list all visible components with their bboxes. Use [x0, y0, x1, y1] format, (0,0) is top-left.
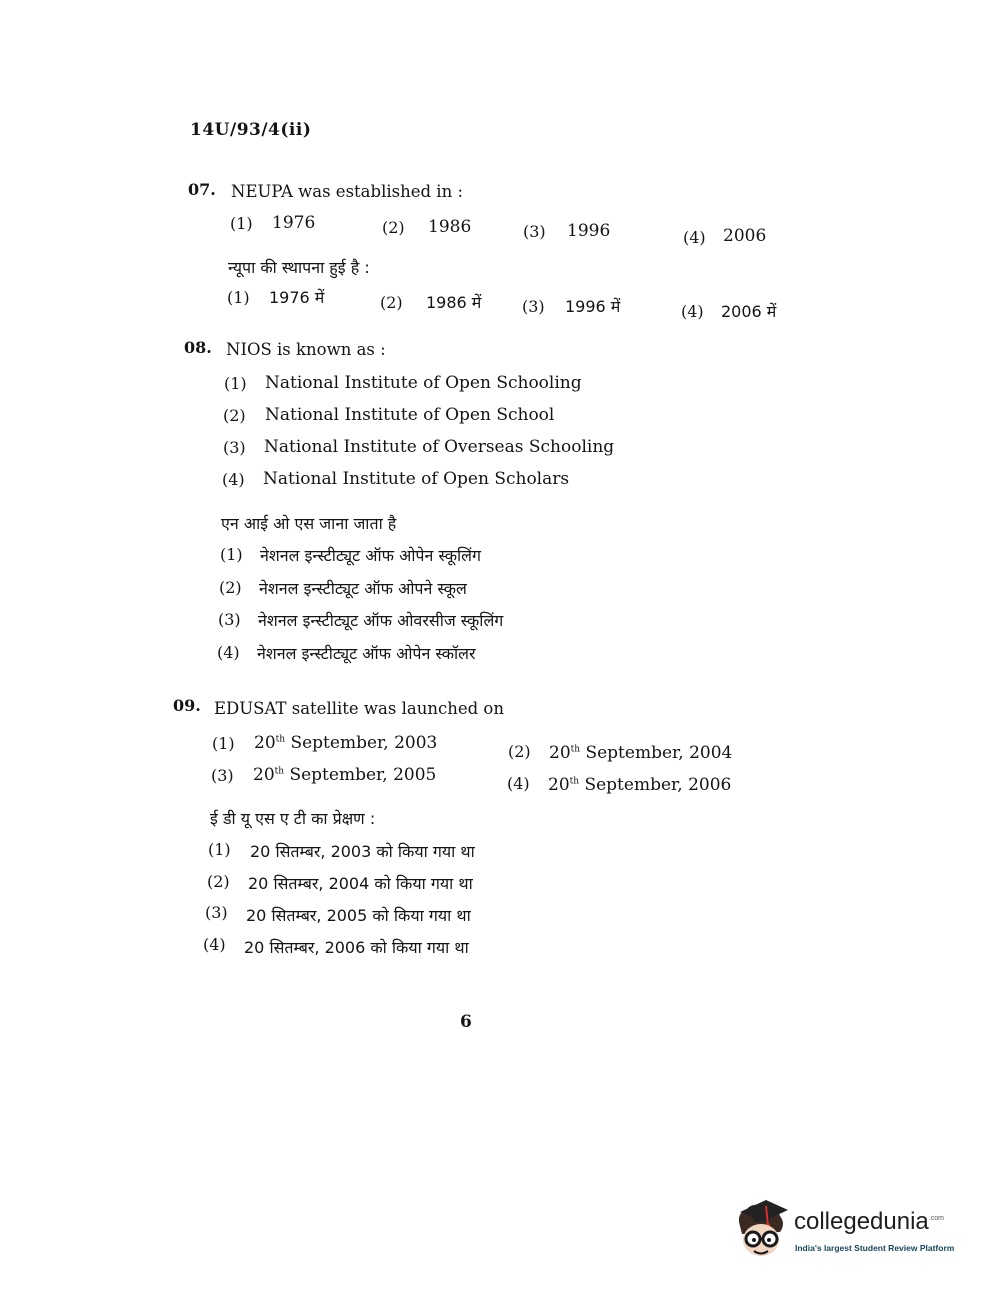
option-number: (1) [220, 545, 243, 564]
option-text: 20th September, 2005 [253, 765, 437, 785]
option-text: नेशनल इन्स्टीट्यूट ऑफ ओपेन स्कूलिंग [260, 546, 482, 565]
option-number: (3) [218, 610, 241, 629]
collegedunia-logo [732, 1196, 962, 1262]
option-text: 20 सितम्बर, 2006 को किया गया था [244, 938, 469, 957]
option-number: (4) [203, 935, 226, 954]
option-number: (3) [523, 222, 546, 241]
question-number: 08. [184, 338, 212, 357]
option-number: (3) [223, 438, 246, 457]
option-number: (4) [217, 643, 240, 662]
option-number: (2) [382, 218, 405, 237]
question-text-hi: ई डी यू एस ए टी का प्रेक्षण : [210, 809, 376, 828]
question-text-hi: न्यूपा की स्थापना हुई है : [228, 258, 370, 277]
option-text: 1976 में [269, 288, 325, 307]
option-number: (3) [522, 297, 545, 316]
option-text: 1986 [428, 217, 472, 237]
option-number: (1) [230, 214, 253, 233]
option-number: (2) [223, 406, 246, 425]
option-number: (1) [212, 734, 235, 753]
option-text: नेशनल इन्स्टीट्यूट ऑफ ओपने स्कूल [259, 579, 467, 598]
option-number: (4) [222, 470, 245, 489]
option-text: 20 सितम्बर, 2003 को किया गया था [250, 842, 475, 861]
logo-wordmark: collegedunia$^{.com}$ [794, 1208, 944, 1235]
option-number: (2) [207, 872, 230, 891]
question-number: 07. [188, 180, 216, 199]
mascot-icon [732, 1196, 790, 1262]
question-text-en: EDUSAT satellite was launched on [214, 699, 504, 718]
option-number: (2) [219, 578, 242, 597]
option-text: नेशनल इन्स्टीट्यूट ऑफ ओपेन स्कॉलर [257, 644, 476, 663]
option-number: (1) [224, 374, 247, 393]
option-number: (4) [507, 774, 530, 793]
option-text: नेशनल इन्स्टीट्यूट ऑफ ओवरसीज स्कूलिंग [258, 611, 504, 630]
option-number: (2) [508, 742, 531, 761]
option-text: 1996 में [565, 297, 621, 316]
option-text: 1996 [567, 221, 611, 241]
option-text: 1976 [272, 213, 316, 233]
option-text: 20th September, 2006 [548, 775, 732, 795]
logo-tagline: India's largest Student Review Platform [795, 1243, 955, 1253]
option-text: 20th September, 2003 [254, 733, 438, 753]
option-text: 20th September, 2004 [549, 743, 733, 763]
paper-code: 14U/93/4(ii) [190, 120, 312, 140]
option-number: (2) [380, 293, 403, 312]
option-text: National Institute of Open Scholars [263, 469, 570, 489]
option-text: National Institute of Open Schooling [265, 373, 582, 393]
question-text-en: NIOS is known as : [226, 340, 386, 359]
page-number: 6 [460, 1012, 472, 1032]
option-text: 2006 में [721, 302, 777, 321]
option-number: (1) [227, 288, 250, 307]
option-number: (4) [683, 228, 706, 247]
option-text: National Institute of Open School [265, 405, 555, 425]
question-text-hi: एन आई ओ एस जाना जाता है [221, 514, 397, 533]
option-number: (3) [211, 766, 234, 785]
option-text: 1986 में [426, 293, 482, 312]
option-text: 20 सितम्बर, 2005 को किया गया था [246, 906, 471, 925]
option-number: (4) [681, 302, 704, 321]
option-number: (1) [208, 840, 231, 859]
question-text-en: NEUPA was established in : [231, 182, 463, 201]
option-number: (3) [205, 903, 228, 922]
option-text: 2006 [723, 226, 767, 246]
question-number: 09. [173, 696, 201, 715]
option-text: 20 सितम्बर, 2004 को किया गया था [248, 874, 473, 893]
option-text: National Institute of Overseas Schooling [264, 437, 615, 457]
